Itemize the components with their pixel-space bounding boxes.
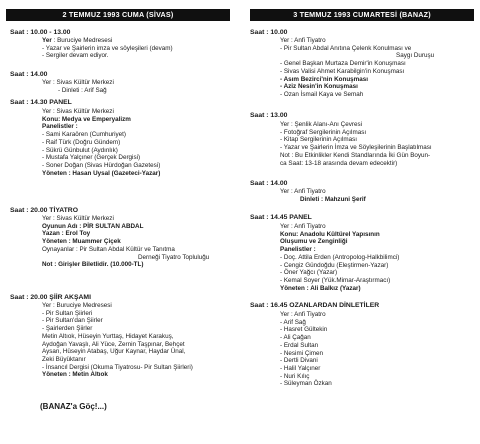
left-day-header: 2 TEMMUZ 1993 CUMA (SİVAS) xyxy=(6,9,230,21)
left-s2-body xyxy=(42,79,114,94)
right-s1-line: - Ozan İsmail Kaya ve Semah xyxy=(280,90,364,98)
left-column xyxy=(0,0,240,21)
right-column xyxy=(244,0,480,21)
right-s4-line: Konu: Anadolu Kültürel Yapısının xyxy=(280,230,380,238)
left-s5-line: Yöneten : Metin Altıok xyxy=(42,371,108,379)
right-s1-line: Saygı Duruşu xyxy=(396,52,435,60)
right-s1-line: - Sivas Valisi Ahmet Karabilgin'in Konuşması xyxy=(280,67,405,75)
right-s1-line: - Pir Sultan Abdal Anıtına Çelenk Konulması ve xyxy=(280,44,412,52)
left-s1-line: - Yazar ve Şairlerin imza ve söyleşileri (devam) xyxy=(42,44,173,52)
left-s4-line: Yöneten : Muammer Çiçek xyxy=(42,238,121,246)
left-s3-line: - Sami Karaören (Cumhuriyet) xyxy=(42,131,126,139)
left-s5-line: Aysan, Hüseyin Atabaş, Uğur Kaynar, Haydar Ünal, xyxy=(42,348,186,356)
right-s4-time: Saat : 14.45 PANEL xyxy=(250,214,312,221)
left-s1-time: Saat : 10.00 - 13.00 xyxy=(10,29,71,36)
right-s5-line: - Süleyman Özkan xyxy=(280,380,332,388)
left-s3-time: Saat : 14.30 PANEL xyxy=(10,99,72,106)
left-s1-line: - Sergiler devam ediyor. xyxy=(42,52,109,60)
left-s5-line: - Şairlerden Şiirler xyxy=(42,325,93,333)
right-s5-line: - Arif Sağ xyxy=(280,318,306,326)
right-s1-line: - Aziz Nesin'in Konuşması xyxy=(280,83,358,91)
right-s5-line: - Halil Yalçıner xyxy=(280,364,321,372)
right-s5-time: Saat : 16.45 OZANLARDAN DİNLETİLER xyxy=(250,302,380,309)
right-s2-line: - Kitap Sergilerinin Açılması xyxy=(280,136,357,144)
right-s4-line: Yöneten : Ali Balkız (Yazar) xyxy=(280,284,361,292)
left-s4-line: Oyunun Adı : PİR SULTAN ABDAL xyxy=(42,222,144,230)
left-s3-line: - Sükrü Günbulut (Aydınlık) xyxy=(42,146,118,154)
right-s5-line: - Nesimi Çimen xyxy=(280,349,324,357)
right-s1-line: - Genel Başkan Murtaza Demir'in Konuşması xyxy=(280,60,406,68)
right-s3-body xyxy=(280,188,366,203)
right-s5-line: - Hasret Gültekin xyxy=(280,326,328,334)
left-s3-line: - Raif Türk (Doğru Gündem) xyxy=(42,138,121,146)
left-s4-time: Saat : 20.00 TİYATRO xyxy=(10,207,78,214)
left-s4-line: Yer : Sivas Kültür Merkezi xyxy=(42,215,114,222)
left-s5-line: Metin Altıok, Hüseyin Yurttaş, Hidayet Karakuş, xyxy=(42,332,174,340)
right-s5-line: Yer : Anfi Tiyatro xyxy=(280,311,326,318)
left-s2-line: Yer : Sivas Kültür Merkezi xyxy=(42,79,114,86)
left-s4-line: Oynayanlar : Pir Sultan Abdal Kültür ve Tanıtma xyxy=(42,245,175,253)
right-s3-line: Dinleti : Mahzuni Şerif xyxy=(300,195,366,203)
right-s2-line: ca Saat: 13-18 arasında devam edecektir) xyxy=(280,159,398,167)
left-s5-line: Zeki Büyüktanır xyxy=(42,355,86,363)
left-closing-note: (BANAZ'a Göç!...) xyxy=(40,402,107,411)
left-s4-line: Derneği Tiyatro Topluluğu xyxy=(138,253,210,261)
right-s4-line: - Doç. Attila Erden (Antropolog-Halkbilimci) xyxy=(280,253,400,261)
right-s5-line: - Nuri Kılıç xyxy=(280,372,310,380)
left-s3-body xyxy=(42,108,160,177)
right-s3-line: Yer : Anfi Tiyatro xyxy=(280,188,326,195)
left-s3-line: Yöneten : Hasan Uysal (Gazeteci-Yazar) xyxy=(42,169,161,177)
right-s4-line: Panelistler : xyxy=(280,246,316,254)
left-s4-line: Yazan : Erol Toy xyxy=(42,230,91,238)
right-s4-line: Yer : Anfi Tiyatro xyxy=(280,223,326,230)
left-s5-line: Yer : Buruciye Medresesi xyxy=(42,302,112,309)
right-s2-line: - Fotoğraf Sergilerinin Açılması xyxy=(280,128,367,136)
left-s3-line: Panelistler : xyxy=(42,123,78,131)
right-s4-line: Oluşumu ve Zenginliği xyxy=(280,238,348,246)
left-s5-body xyxy=(42,302,193,379)
left-s5-line: - Pir Sultan Şiirleri xyxy=(42,309,93,317)
right-s4-body xyxy=(280,223,399,292)
right-s1-time: Saat : 10.00 xyxy=(250,29,288,36)
left-s1-body xyxy=(42,37,173,60)
left-s3-line: Yer : Sivas Kültür Merkezi xyxy=(42,108,114,115)
left-s3-line: - Mustafa Yalçıner (Gerçek Dergisi) xyxy=(42,154,141,162)
left-s5-time: Saat : 20.00 ŞİİR AKŞAMI xyxy=(10,294,91,301)
right-s5-body xyxy=(280,311,332,388)
left-s5-line: - Pir Sultan'dan Şiirler xyxy=(42,317,103,325)
left-s4-body xyxy=(42,215,209,269)
right-s5-line: - Dertli Divani xyxy=(280,357,318,365)
right-s2-body xyxy=(280,121,432,167)
left-s5-line: - İnsancıl Dergisi (Okuma Tiyatrosu- Pir Sultan Şiirleri) xyxy=(42,363,193,371)
right-s2-line: - Yazar ve Şairlerin İmza ve Söyleşilerinin Başlatılması xyxy=(280,144,432,152)
right-s5-line: - Ali Çağan xyxy=(280,334,311,342)
left-s4-line: Not : Girişler Biletlidir. (10.000-TL) xyxy=(42,261,144,269)
left-s1-line-venue: Yer : Buruciye Medresesi xyxy=(42,37,113,44)
left-s3-line: Konu: Medya ve Emperyalizm xyxy=(42,115,131,123)
right-s1-body xyxy=(280,37,434,99)
right-s2-line: Yer : Şenlik Alanı-Anı Çevresi xyxy=(280,121,363,128)
left-s5-line: Aydoğan Yavaşlı, Ali Yüce, Zernin Taşpınar, Behçet xyxy=(42,340,185,348)
right-s1-line: Yer : Anfi Tiyatro xyxy=(280,37,326,44)
right-s4-line: - Cengiz Gündoğdu (Eleştirmen-Yazar) xyxy=(280,261,389,269)
left-s3-line: - Soner Doğan (Sivas Hürdoğan Gazetesi) xyxy=(42,161,161,169)
right-s5-line: - Erdal Sultan xyxy=(280,341,319,349)
left-s2-line: - Dinleti : Arif Sağ xyxy=(58,86,107,94)
left-s2-time: Saat : 14.00 xyxy=(10,71,48,78)
right-s1-line: - Asım Bezirci'nin Konuşması xyxy=(280,75,369,83)
right-s4-line: - Öner Yağcı (Yazar) xyxy=(280,269,338,277)
right-day-header: 3 TEMMUZ 1993 CUMARTESİ (BANAZ) xyxy=(250,9,474,21)
right-s2-line: Not : Bu Etkinlikler Kendi Standlarında İki Gün Boyun- xyxy=(280,151,431,159)
right-s4-line: - Kemal Soyer (Yük.Mimar-Araştırmacı) xyxy=(280,276,391,284)
right-s2-time: Saat : 13.00 xyxy=(250,112,288,119)
right-s3-time: Saat : 14.00 xyxy=(250,180,288,187)
